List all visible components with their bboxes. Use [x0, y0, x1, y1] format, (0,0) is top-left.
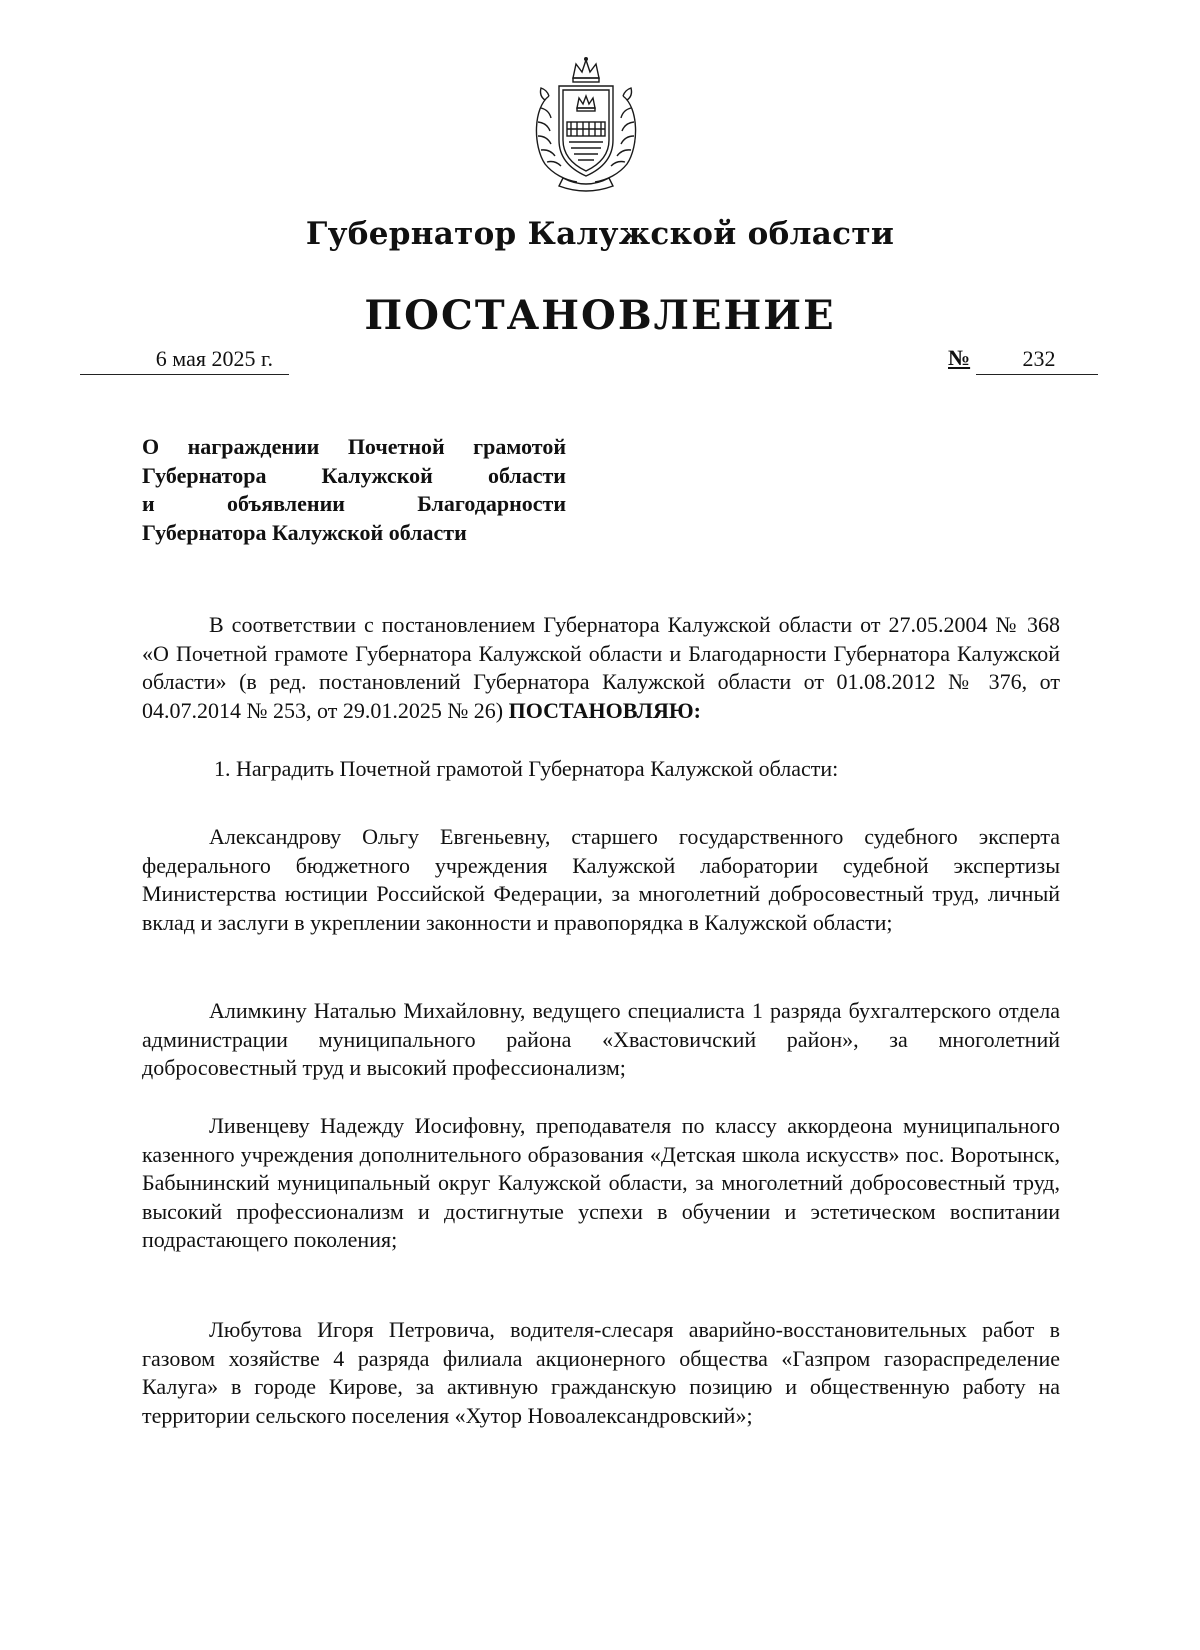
- subject-line: Губернатора Калужской области: [142, 519, 467, 545]
- document-subject: [142, 433, 566, 547]
- number-label: №: [948, 345, 971, 370]
- coat-of-arms-icon: [527, 56, 645, 192]
- subject-line: О награждении Почетной грамотой: [142, 434, 566, 459]
- resolve-word: ПОСТАНОВЛЯЮ:: [508, 697, 701, 723]
- document-type-title: ПОСТАНОВЛЕНИЕ: [364, 292, 836, 339]
- document-date: 6 мая 2025 г.: [80, 347, 289, 375]
- recipient-text: Алимкину Наталью Михайловну, ведущего специалиста 1 разряда бухгалтерского отдела администрации муниципального района «Хвастовичский район», за многолетний добросовестный труд и высокий профессионализм;: [142, 998, 1060, 1081]
- item-1-heading: 1. Наградить Почетной грамотой Губернатора Калужской области:: [214, 756, 839, 781]
- recipient-paragraph: [142, 1316, 1060, 1430]
- recipient-paragraph: [142, 823, 1060, 937]
- preamble-paragraph: [142, 611, 1060, 725]
- recipient-paragraph: [142, 997, 1060, 1083]
- recipient-paragraph: [142, 1112, 1060, 1255]
- subject-line: Губернатора Калужской области: [142, 462, 566, 488]
- org-title: Губернатор Калужской области: [305, 216, 895, 252]
- recipient-text: Ливенцеву Надежду Иосифовну, преподавателя по классу аккордеона муниципального казенного учреждения дополнительного образования «Детская школа искусств» пос. Воротынск, Бабынинский муниципальный округ Калужской области, за многолетний добросовестный труд, высокий профессионализм и достигнутые успехи в обучении и эстетическом воспитании подрастающего поколения;: [142, 1113, 1060, 1253]
- preamble-text: В соответствии с постановлением Губернатора Калужской области от 27.05.2004 № 368 «О Почетной грамоте Губернатора Калужской области и Благодарности Губернатора Калужской области» (в ред. постановлений Губернатора Калужской области от 01.08.2012 № 376, от 04.07.2014 № 253, от 29.01.2025 № 26): [142, 612, 1060, 723]
- recipient-text: Александрову Ольгу Евгеньевну, старшего государственного судебного эксперта федерального бюджетного учреждения Калужской лаборатории судебной экспертизы Министерства юстиции Российской Федерации, за многолетний добросовестный труд, личный вклад и заслуги в укреплении законности и правопорядка в Калужской области;: [142, 824, 1060, 935]
- recipient-text: Любутова Игоря Петровича, водителя-слесаря аварийно-восстановительных работ в газовом хозяйстве 4 разряда филиала акционерного общества «Газпром газораспределение Калуга» в городе Кирове, за активную гражданскую позицию и общественную работу на территории сельского поселения «Хутор Новоалександровский»;: [142, 1317, 1060, 1428]
- document-number: 232: [976, 347, 1098, 375]
- subject-line: и объявлении Благодарности: [142, 491, 566, 516]
